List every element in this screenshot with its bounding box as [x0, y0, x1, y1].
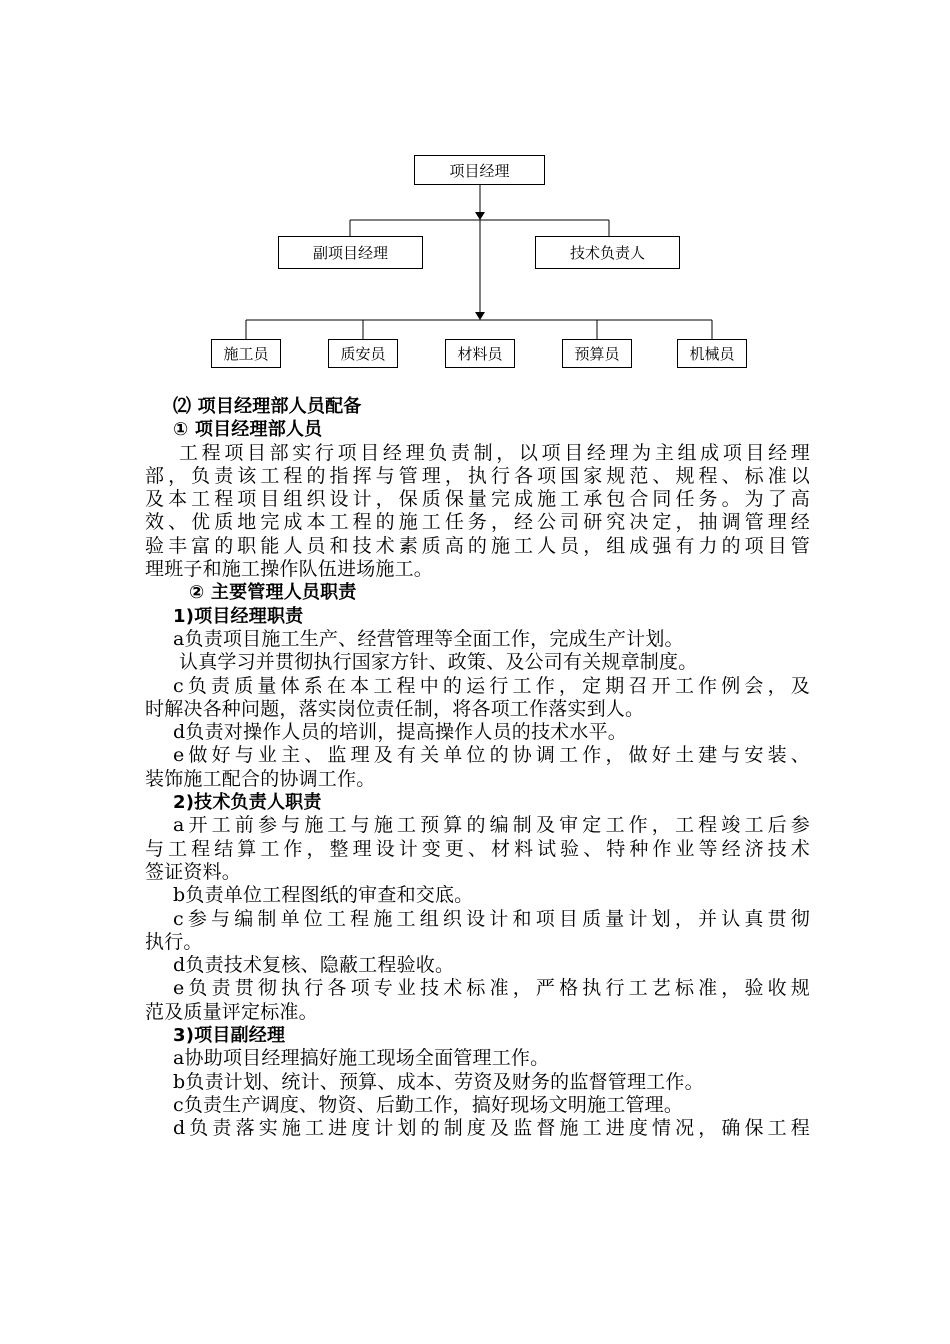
paragraph-line: 理班子和施工操作队伍进场施工。 — [145, 558, 434, 581]
duty-line: 执行。 — [145, 930, 203, 953]
duty-line: d负责对操作人员的培训，提高操作人员的技术水平。 — [173, 721, 627, 744]
section-title-pm: 1)项目经理职责 — [173, 605, 304, 627]
org-chart — [0, 0, 950, 380]
paragraph-line: 效、优质地完成本工程的施工任务，经公司研究决定，抽调管理经 — [145, 511, 810, 534]
document-body — [145, 395, 810, 1141]
duty-line: 签证资料。 — [145, 860, 242, 883]
duty-line: e负责贯彻执行各项专业技术标准，严格执行工艺标准，验收规 — [173, 977, 810, 1000]
node-project-manager: 项目经理 — [414, 155, 545, 185]
duty-line: c负责生产调度、物资、后勤工作，搞好现场文明施工管理。 — [173, 1093, 684, 1116]
heading-staffing: ⑵ 项目经理部人员配备 — [173, 396, 362, 417]
duty-line: 认真学习并贯彻执行国家方针、政策、及公司有关规章制度。 — [179, 651, 698, 674]
duty-line: a开工前参与施工与施工预算的编制及审定工作，工程竣工后参 — [173, 814, 810, 837]
duty-line: b负责单位工程图纸的审查和交底。 — [173, 884, 474, 907]
node-construction-staff: 施工员 — [211, 339, 281, 368]
arrow-head-bottom — [475, 312, 485, 320]
heading-members: ① 项目经理部人员 — [173, 419, 323, 441]
org-chart-connectors — [0, 0, 950, 380]
duty-line: 与工程结算工作，整理设计变更、材料试验、特种作业等经济技术 — [145, 837, 810, 860]
duty-line: e做好与业主、监理及有关单位的协调工作，做好土建与安装、 — [173, 744, 810, 767]
duty-line: d负责落实施工进度计划的制度及监督施工进度情况，确保工程 — [173, 1117, 810, 1140]
node-materials: 材料员 — [445, 339, 515, 368]
node-machinery: 机械员 — [677, 339, 747, 368]
section-title-tech-lead: 2)技术负责人职责 — [173, 792, 322, 814]
arrow-head-top — [475, 212, 485, 220]
heading-duties: ② 主要管理人员职责 — [189, 582, 357, 604]
section-title-deputy: 3)项目副经理 — [173, 1025, 286, 1047]
duty-line: c负责质量体系在本工程中的运行工作，定期召开工作例会，及 — [173, 674, 810, 697]
duty-line: a协助项目经理搞好施工现场全面管理工作。 — [173, 1047, 550, 1070]
duty-line: d负责技术复核、隐蔽工程验收。 — [173, 954, 455, 977]
node-budget: 预算员 — [562, 339, 632, 368]
node-quality-safety: 质安员 — [328, 339, 398, 368]
duty-line: 装饰施工配合的协调工作。 — [145, 767, 376, 790]
duty-line: 范及质量评定标准。 — [145, 1000, 318, 1023]
paragraph-line: 部，负责该工程的指挥与管理，执行各项国家规范、规程、标准以 — [145, 464, 810, 487]
node-technical-lead: 技术负责人 — [535, 236, 680, 269]
duty-line: b负责计划、统计、预算、成本、劳资及财务的监督管理工作。 — [173, 1070, 704, 1093]
duty-line: 时解决各种问题，落实岗位责任制，将各项工作落实到人。 — [145, 697, 645, 720]
duty-line: a负责项目施工生产、经营管理等全面工作，完成生产计划。 — [173, 627, 684, 650]
paragraph-line: 验丰富的职能人员和技术素质高的施工人员，组成强有力的项目管 — [145, 534, 810, 557]
paragraph-line: 及本工程项目组织设计，保质保量完成施工承包合同任务。为了高 — [145, 488, 810, 511]
node-deputy-manager: 副项目经理 — [278, 236, 423, 269]
duty-line: c参与编制单位工程施工组织设计和项目质量计划，并认真贯彻 — [173, 907, 810, 930]
paragraph-line: 工程项目部实行项目经理负责制，以项目经理为主组成项目经理 — [179, 441, 810, 464]
